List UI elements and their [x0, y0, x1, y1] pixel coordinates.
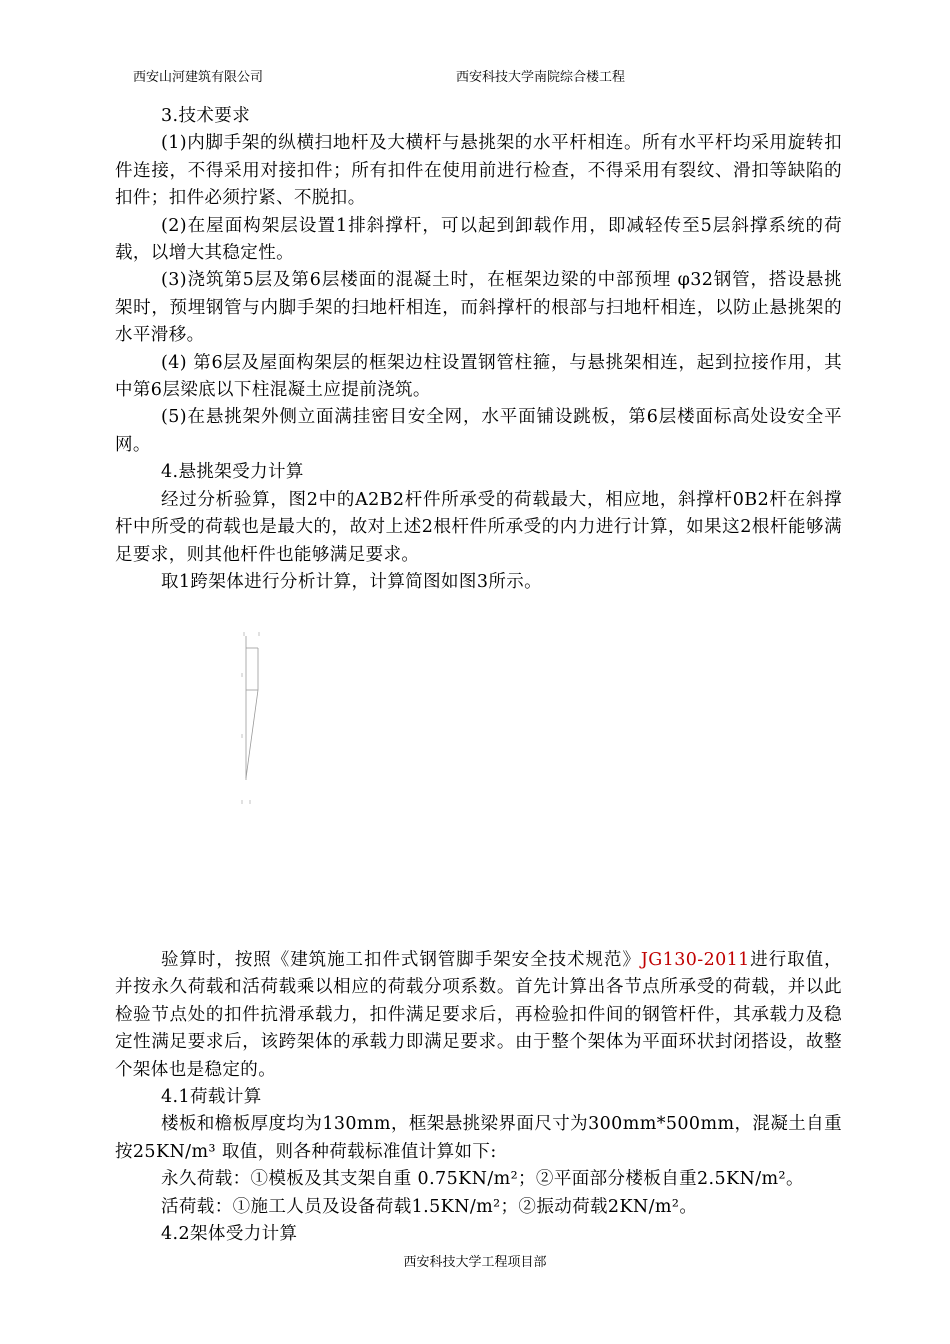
- requirement-3: (3)浇筑第5层及第6层楼面的混凝土时，在框架边梁的中部预埋 φ32钢管，搭设悬挑架时，预埋钢管与内脚手架的扫地杆相连，而斜撑杆的根部与扫地杆相连，以防止悬挑架的水平滑移。: [115, 270, 842, 346]
- diagonal-brace: [246, 690, 258, 778]
- document-body-top: [115, 103, 842, 596]
- page-footer: 西安科技大学工程项目部: [403, 1255, 547, 1270]
- section-4-title: 4.悬挑架受力计算: [161, 462, 304, 483]
- check-text-after-standard: 进行取值，并按永久荷载和活荷载乘以相应的荷载分项系数。首先计算出各节点所承受的荷载，并以此检验节点处的扣件抗滑承载力，扣件满足要求后，再检验扣件间的钢管杆件，其承载力及稳定性满足要求后，该跨架体的承载力即满足要求。由于整个架体为平面环状封闭搭设，故整个架体也是稳定的。: [115, 950, 842, 1080]
- check-text-before-standard: 验算时，按照《建筑施工扣件式钢管脚手架安全技术规范》: [161, 950, 641, 970]
- requirement-4: (4) 第6层及屋面构架层的框架边柱设置钢管柱箍，与悬挑架相连，起到拉接作用，其中第6层梁底以下柱混凝土应提前浇筑。: [115, 352, 842, 401]
- requirement-2: (2)在屋面构架层设置1排斜撑杆，可以起到卸载作用，即减轻传至5层斜撑系统的荷载，以增大其稳定性。: [115, 215, 842, 264]
- calculation-diagram-figure: [228, 628, 288, 808]
- requirement-1: (1)内脚手架的纵横扫地杆及大横杆与悬挑架的水平杆相连。所有水平杆均采用旋转扣件连接，不得采用对接扣件；所有扣件在使用前进行检查，不得采用有裂纹、滑扣等缺陷的扣件；扣件必须拧紧、不脱扣。: [115, 133, 842, 209]
- permanent-load-paragraph: 永久荷载：①模板及其支架自重 0.75KN/m²；②平面部分楼板自重2.5KN/m²。: [161, 1169, 804, 1190]
- section-4-2-title: 4.2架体受力计算: [161, 1224, 298, 1245]
- requirement-5: (5)在悬挑架外侧立面满挂密目安全网，水平面铺设跳板，第6层楼面标高处设安全平网。: [115, 407, 842, 455]
- header-company: 西安山河建筑有限公司: [133, 70, 264, 85]
- figure-reference-paragraph: 取1跨架体进行分析计算，计算简图如图3所示。: [161, 571, 543, 592]
- check-paragraph: [115, 947, 842, 1084]
- section-3-title: 3.技术要求: [161, 106, 251, 126]
- section-4-1-title: 4.1荷载计算: [161, 1087, 262, 1108]
- load-parameters-paragraph: 楼板和檐板厚度均为130mm，框架悬挑梁界面尺寸为300mm*500mm，混凝土自重按25KN/m³ 取值，则各种荷载标准值计算如下:: [115, 1114, 842, 1162]
- header-project: 西安科技大学南院综合楼工程: [456, 70, 626, 85]
- live-load-paragraph: 活荷载：①施工人员及设备荷载1.5KN/m²；②振动荷载2KN/m²。: [161, 1196, 698, 1217]
- analysis-paragraph: 经过分析验算，图2中的A2B2杆件所承受的荷载最大，相应地，斜撑杆0B2杆在斜撑杆中所受的荷载也是最大的，故对上述2根杆件所承受的内力进行计算，如果这2根杆能够满足要求，则其他杆件也能够满足要求。: [115, 489, 842, 565]
- document-body-bottom: [115, 947, 842, 1248]
- standard-code: JG130-2011: [640, 950, 750, 970]
